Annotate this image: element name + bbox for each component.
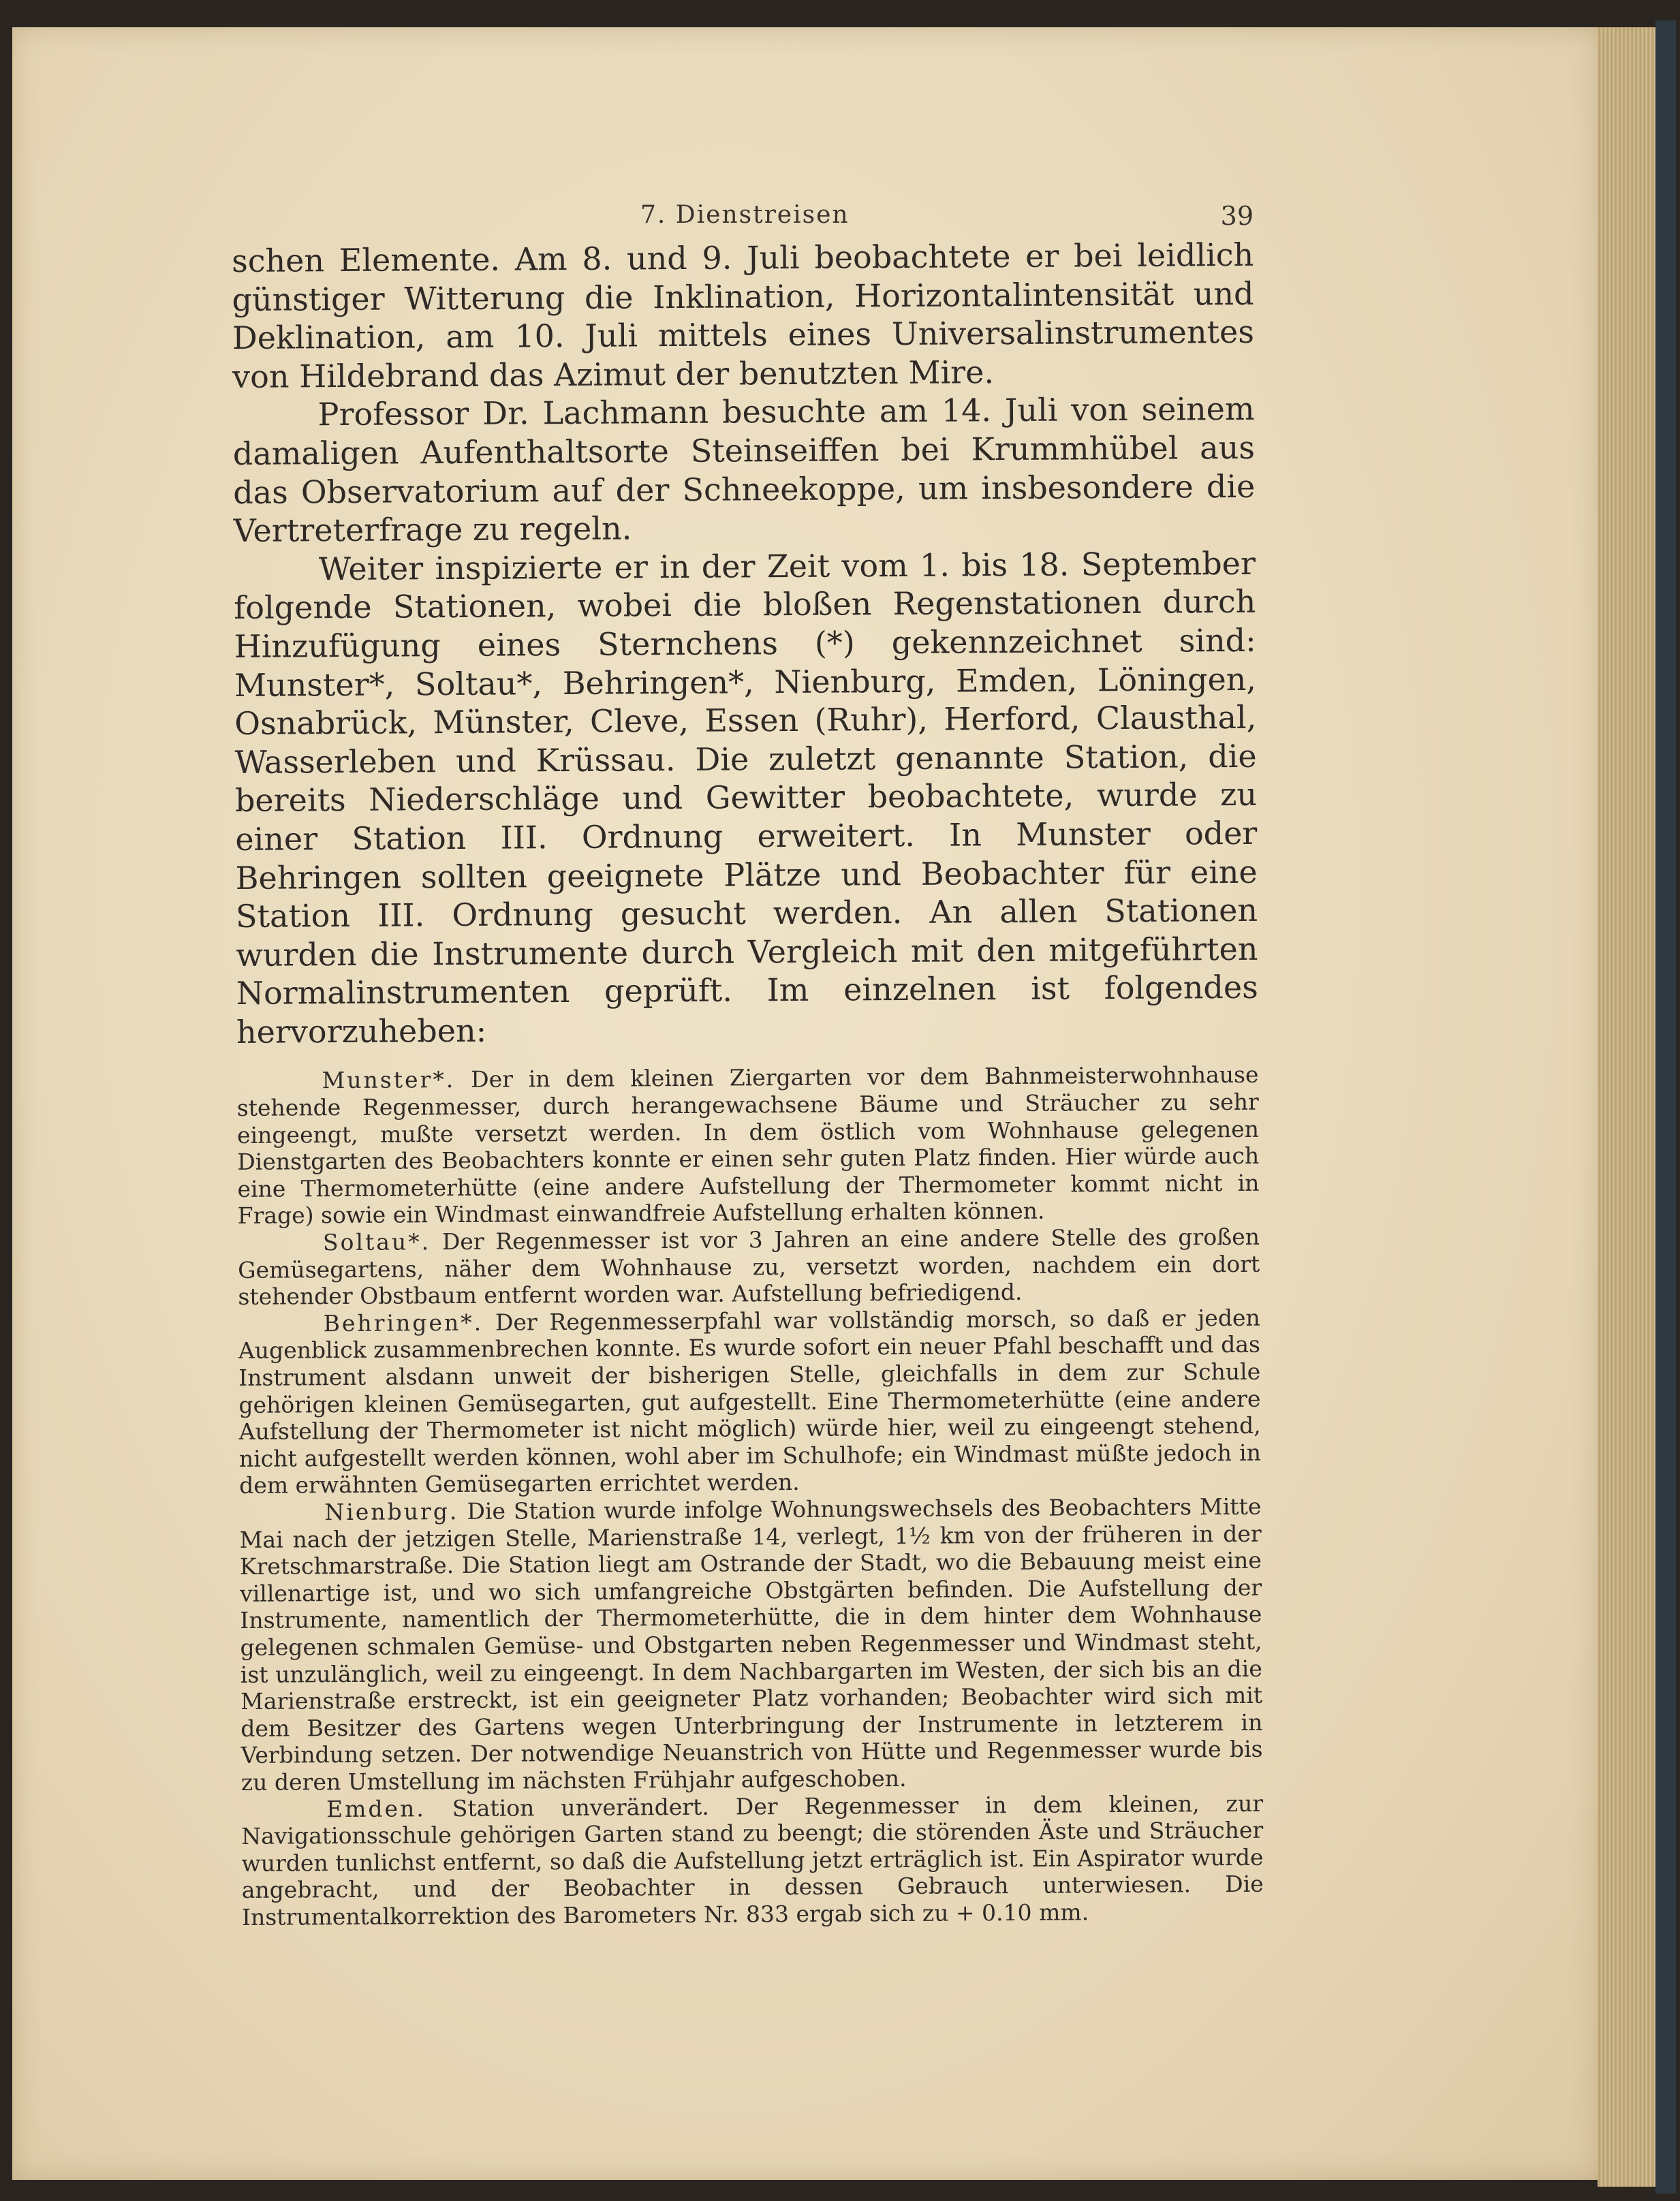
paragraph: Weiter inspizierte er in der Zeit vom 1. bis 18. September folgende Stationen, wobei die bloßen Regenstationen durch Hinzufügung eines Sternchens (*) gekennzeichnet sind: Munster*, Soltau*, Behringen*, Nienburg, Emden, Löningen, Osnabrück, Münster, Cleve, Essen (Ruhr), Herford, Clausthal, Wasserleben und Krüssau. Die zuletzt genannte Station, die bereits Niederschläge und Gewitter beobachtete, wurde zu einer Station III. Ordnung erweitert. In Munster oder Behringen sollten geeignete Plätze und Beobachter für eine Station III. Ordnung gesucht werden. An allen Stationen wurden die Instrumente durch Vergleich mit den mitgeführten Normalinstrumenten geprüft. Im einzelnen ist folgendes hervorzuheben: (234, 544, 1258, 1050)
station-entry (238, 1305, 1262, 1499)
station-name: Munster*. (322, 1066, 456, 1094)
station-name: Emden. (326, 1794, 426, 1822)
station-entry (239, 1493, 1263, 1796)
station-text: Die Station wurde infolge Wohnungswechsels des Beobachters Mitte Mai nach der jetzigen Stelle, Marienstraße 14, verlegt, 1½ km von der früheren in der Kretschmarstraße. Die Station liegt am Ostrande der Stadt, wo die Bebauung meist eine villenartige ist, und wo sich umfangreiche Obstgärten befinden. Die Aufstellung der Instrumente, namentlich der Thermometerhütte, die in dem hinter dem Wohnhause gelegenen schmalen Gemüse- und Obstgarten neben Regenmesser und Windmast steht, ist unzulänglich, weil zu eingeengt. In dem Nachbargarten im Westen, der sich bis an die Marienstraße erstreckt, ist ein geeigneter Platz vorhanden; Beobachter wird sich mit dem Besitzer des Gartens wegen Unterbringung der Instrumente in letzterem in Verbindung setzen. Der notwendige Neuanstrich von Hütte und Regenmesser wurde bis zu deren Umstellung im nächsten Frühjahr aufgeschoben. (239, 1493, 1263, 1796)
running-head (232, 201, 1254, 235)
page-number: 39 (1220, 201, 1254, 231)
station-name: Nienburg. (324, 1497, 459, 1526)
body-text (232, 236, 1264, 1931)
book-cover-edge (1655, 20, 1676, 2194)
station-entry (238, 1223, 1260, 1311)
section-title: 7. Dienstreisen (640, 201, 850, 229)
station-name: Behringen*. (323, 1309, 484, 1337)
station-text: Der Regenmesserpfahl war vollständig morsch, so daß er jeden Augenblick zusammenbrechen konnte. Es wurde sofort ein neuer Pfahl beschafft und das Instrument alsdann unweit der bisherigen Stelle, gleichfalls in dem zur Schule gehörigen kleinen Gemüsegarten, gut aufgestellt. Eine Thermometerhütte (eine andere Aufstellung der Thermometer ist nicht möglich) würde hier, weil zu eingeengt stehend, nicht aufgestellt werden können, wohl aber im Schulhofe; ein Windmast müßte jedoch in dem erwähnten Gemüsegarten errichtet werden. (238, 1304, 1262, 1499)
station-text: Der in dem kleinen Ziergarten vor dem Bahnmeisterwohnhause stehende Regenmesser, durch herangewachsene Bäume und Sträucher zu sehr eingeengt, mußte versetzt werden. In dem östlich vom Wohnhause gelegenen Dienstgarten des Beobachters konnte er einen sehr guten Platz finden. Hier würde auch eine Thermometerhütte (eine andere Aufstellung der Thermometer kommt nicht in Frage) sowie ein Windmast einwandfreie Aufstellung erhalten können. (236, 1061, 1260, 1230)
station-text: Der Regenmesser ist vor 3 Jahren an eine andere Stelle des großen Gemüsegartens, näher dem Wohnhause zu, versetzt worden, nachdem ein dort stehender Obstbaum entfernt worden war. Aufstellung befriedigend. (238, 1223, 1260, 1311)
station-entry (241, 1790, 1264, 1931)
page-edges (1598, 27, 1655, 2187)
station-name: Soltau*. (322, 1228, 431, 1256)
station-text: Station unverändert. Der Regenmesser in dem kleinen, zur Navigationsschule gehörigen Garten stand zu beengt; die störenden Äste und Sträucher wurden tunlichst entfernt, so daß die Aufstellung jetzt erträglich ist. Ein Aspirator wurde angebracht, und der Beobachter in dessen Gebrauch unterwiesen. Die Instrumentalkorrektion des Barometers Nr. 833 ergab sich zu + 0.10 mm. (241, 1790, 1264, 1931)
station-entry (236, 1061, 1259, 1230)
paragraph: Professor Dr. Lachmann besuchte am 14. Juli von seinem damaligen Aufenthaltsorte Steinseiffen bei Krummhübel aus das Observatorium auf der Schneekoppe, um insbesondere die Vertreterfrage zu regeln. (232, 390, 1256, 550)
paragraph: schen Elemente. Am 8. und 9. Juli beobachtete er bei leidlich günstiger Witterung die Inklination, Horizontalintensität und Deklination, am 10. Juli mittels eines Universalinstrumentes von Hildebrand das Azimut der benutzten Mire. (232, 236, 1254, 395)
